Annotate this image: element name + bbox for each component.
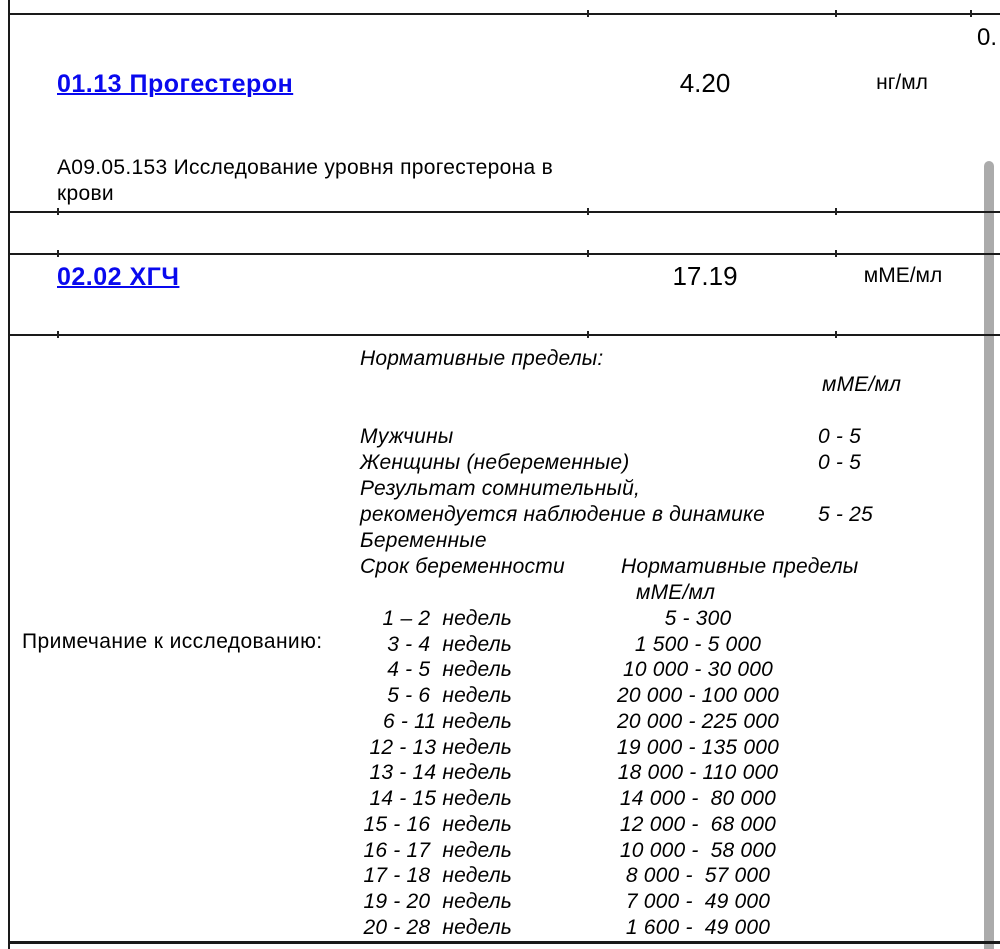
table-column-tick — [57, 331, 59, 338]
norm-row-range: 0 - 5 — [818, 425, 862, 448]
norm-row-name: Мужчины — [360, 425, 454, 448]
result-value-progesterone: 4.20 — [679, 68, 731, 98]
pregnancy-weeks: 16 - 17 недель — [363, 839, 512, 862]
previous-row-partial-value: 0. — [977, 24, 998, 51]
norm-row-range: 5 - 25 — [818, 503, 873, 526]
pregnancy-weeks: 1 – 2 недель — [382, 607, 512, 630]
table-rule-1 — [9, 211, 1000, 213]
method-name-line1: А09.05.153 Исследование уровня прогестерона в — [57, 156, 554, 179]
test-link-progesterone[interactable]: 01.13 Прогестерон — [57, 70, 294, 98]
pregnancy-weeks: 15 - 16 недель — [363, 813, 512, 836]
result-unit-hcg: мМЕ/мл — [863, 264, 943, 287]
pregnancy-weeks: 14 - 15 недель — [369, 787, 512, 810]
table-column-tick — [835, 208, 837, 215]
table-left-border — [8, 0, 10, 949]
norm-row-range: 0 - 5 — [818, 451, 862, 474]
pregnancy-range: 20 000 - 100 000 — [616, 684, 779, 707]
norm-row-name: Женщины (небеременные) — [360, 451, 630, 474]
method-name-line2: крови — [57, 182, 114, 205]
table-column-tick — [587, 250, 589, 257]
pregnancy-range: 14 000 - 80 000 — [619, 787, 777, 810]
table-rule-bottom — [9, 941, 1000, 944]
table-column-tick — [835, 250, 837, 257]
table-column-tick — [835, 10, 837, 17]
table-rule-top — [9, 13, 1000, 15]
pregnancy-weeks: 13 - 14 недель — [369, 761, 512, 784]
norm-row-name: рекомендуется наблюдение в динамике — [360, 503, 765, 526]
note-to-study-label: Примечание к исследованию: — [22, 630, 323, 653]
pregnancy-term-header: Срок беременности — [360, 555, 565, 578]
normative-limits-unit: мМЕ/мл — [822, 373, 902, 396]
pregnancy-range: 18 000 - 110 000 — [617, 761, 779, 784]
pregnancy-weeks: 20 - 28 недель — [363, 916, 512, 939]
normative-limits-title: Нормативные пределы: — [360, 347, 604, 370]
pregnancy-range: 8 000 - 57 000 — [625, 864, 771, 887]
table-column-tick — [835, 331, 837, 338]
pregnancy-range: 19 000 - 135 000 — [616, 736, 779, 759]
pregnancy-weeks: 17 - 18 недель — [363, 864, 512, 887]
pregnancy-range: 10 000 - 58 000 — [619, 839, 777, 862]
table-column-tick — [587, 208, 589, 215]
pregnancy-range: 20 000 - 225 000 — [616, 710, 779, 733]
pregnancy-weeks: 5 - 6 недель — [387, 684, 512, 707]
pregnancy-range: 10 000 - 30 000 — [622, 658, 774, 681]
vertical-scrollbar-thumb[interactable] — [984, 161, 994, 949]
pregnancy-range-unit: мМЕ/мл — [636, 581, 716, 604]
test-link-hcg[interactable]: 02.02 ХГЧ — [57, 263, 180, 291]
result-unit-progesterone: нг/мл — [876, 71, 928, 94]
table-column-tick — [970, 10, 972, 17]
pregnancy-weeks: 12 - 13 недель — [369, 736, 512, 759]
pregnancy-weeks: 3 - 4 недель — [387, 633, 512, 656]
result-value-hcg: 17.19 — [672, 261, 738, 291]
pregnancy-range: 1 500 - 5 000 — [634, 633, 762, 656]
pregnancy-range: 1 600 - 49 000 — [625, 916, 771, 939]
pregnancy-range: 7 000 - 49 000 — [625, 890, 771, 913]
pregnancy-weeks: 6 - 11 недель — [382, 710, 512, 733]
table-column-tick — [587, 10, 589, 17]
table-rule-2 — [9, 253, 1000, 255]
pregnancy-range: 5 - 300 — [664, 607, 732, 630]
table-column-tick — [587, 331, 589, 338]
norm-row-name: Результат сомнительный, — [360, 477, 640, 500]
table-column-tick — [57, 250, 59, 257]
table-rule-3 — [9, 334, 1000, 336]
pregnancy-range: 12 000 - 68 000 — [619, 813, 777, 836]
pregnancy-range-header: Нормативные пределы — [621, 555, 859, 578]
pregnancy-weeks: 4 - 5 недель — [387, 658, 512, 681]
norm-row-name: Беременные — [360, 529, 487, 552]
table-column-tick — [57, 208, 59, 215]
pregnancy-weeks: 19 - 20 недель — [363, 890, 512, 913]
